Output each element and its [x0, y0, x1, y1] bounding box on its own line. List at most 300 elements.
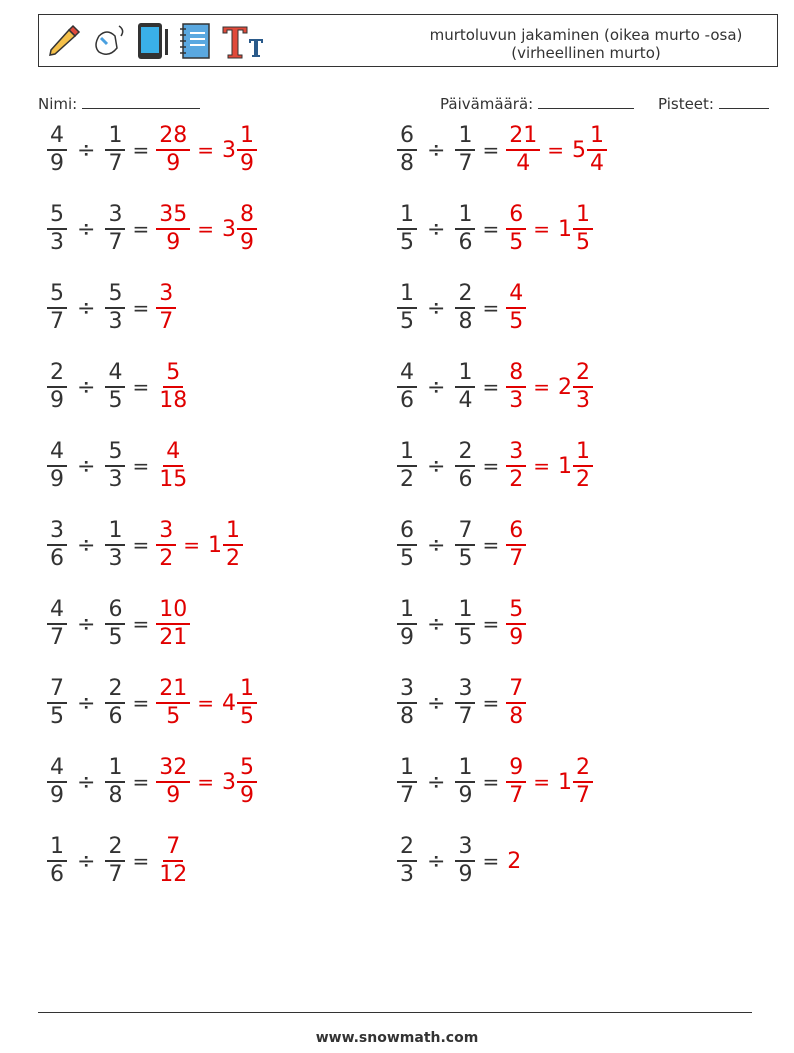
mixed-fraction-numerator: 1: [223, 518, 243, 546]
divisor-fraction: [105, 518, 125, 572]
divisor-fraction-numerator: 3: [455, 676, 475, 704]
equals-sign: =: [132, 454, 150, 478]
dividend-fraction: [47, 834, 67, 888]
dividend-fraction: [47, 755, 67, 809]
answer-fraction: [506, 676, 526, 730]
divide-sign: ÷: [427, 611, 446, 637]
dividend-fraction: [47, 123, 67, 177]
mixed-fraction: [237, 202, 257, 256]
dividend-fraction-numerator: 5: [47, 202, 67, 230]
dividend-fraction: [397, 439, 417, 493]
answer-fraction-denominator: 9: [166, 230, 181, 255]
mixed-fraction-numerator: 2: [573, 360, 593, 388]
mixed-fraction-numerator: 2: [573, 755, 593, 783]
mixed-whole: 1: [207, 532, 222, 558]
dividend-fraction-denominator: 7: [400, 783, 414, 808]
date-field: [440, 94, 634, 113]
divisor-fraction-numerator: 2: [455, 439, 475, 467]
divisor-fraction-denominator: 3: [108, 467, 123, 492]
divide-sign: ÷: [77, 295, 96, 321]
mixed-fraction-numerator: 1: [237, 123, 257, 151]
answer-fraction-numerator: 3: [156, 281, 176, 309]
dividend-fraction: [397, 755, 417, 809]
mixed-equals-sign: =: [197, 770, 214, 794]
answer-fraction: [506, 123, 540, 177]
dividend-fraction-denominator: 2: [400, 467, 414, 492]
problem-row: [396, 194, 594, 264]
worksheet-header: [38, 14, 778, 67]
dividend-fraction-denominator: 5: [400, 546, 414, 571]
answer-fraction-denominator: 12: [159, 862, 188, 887]
score-field: [658, 94, 769, 113]
divide-sign: ÷: [427, 453, 446, 479]
mixed-equals-sign: =: [533, 375, 550, 399]
divisor-fraction: [105, 439, 125, 493]
dividend-fraction-numerator: 4: [47, 597, 67, 625]
dividend-fraction: [397, 123, 417, 177]
equals-sign: =: [132, 849, 150, 873]
mixed-fraction-denominator: 4: [589, 151, 604, 176]
divide-sign: ÷: [427, 216, 446, 242]
notebook-icon: [177, 21, 213, 61]
divisor-fraction: [105, 597, 125, 651]
mixed-fraction-denominator: 9: [239, 151, 254, 176]
divisor-fraction-numerator: 4: [105, 360, 125, 388]
mixed-fraction-denominator: 5: [239, 704, 254, 729]
dividend-fraction-numerator: 7: [47, 676, 67, 704]
divisor-fraction-denominator: 9: [458, 783, 473, 808]
answer-fraction: [156, 676, 190, 730]
divisor-fraction-denominator: 6: [108, 704, 123, 729]
dividend-fraction-numerator: 1: [397, 755, 417, 783]
answer-fraction: [156, 123, 190, 177]
divisor-fraction-numerator: 6: [105, 597, 125, 625]
name-label: Nimi:: [38, 95, 78, 113]
answer-fraction-denominator: 18: [159, 388, 188, 413]
dividend-fraction: [47, 202, 67, 256]
dividend-fraction-denominator: 8: [400, 151, 414, 176]
pipette-icon: [45, 22, 83, 60]
problem-row: [396, 747, 594, 817]
mixed-whole: 4: [221, 690, 236, 716]
answer-fraction: [156, 755, 190, 809]
answer-fraction-denominator: 8: [509, 704, 524, 729]
mixed-fraction: [573, 439, 593, 493]
divide-sign: ÷: [77, 453, 96, 479]
equals-sign: =: [132, 296, 150, 320]
mixed-equals-sign: =: [547, 138, 564, 162]
answer-fraction-numerator: 8: [506, 360, 526, 388]
answer-fraction-numerator: 9: [506, 755, 526, 783]
mixed-fraction: [237, 123, 257, 177]
mixed-fraction-denominator: 9: [239, 783, 254, 808]
divisor-fraction-denominator: 8: [458, 309, 473, 334]
answer-fraction-numerator: 5: [163, 360, 183, 388]
date-blank[interactable]: [538, 94, 634, 109]
score-label: Pisteet:: [658, 95, 714, 113]
mixed-whole: 3: [221, 137, 236, 163]
problem-row: [396, 352, 594, 422]
answer-fraction: [506, 518, 526, 572]
dividend-fraction-numerator: 2: [397, 834, 417, 862]
problem-row: [396, 431, 594, 501]
divide-sign: ÷: [77, 690, 96, 716]
dividend-fraction: [47, 676, 67, 730]
name-blank[interactable]: [82, 94, 200, 109]
equals-sign: =: [482, 533, 500, 557]
equals-sign: =: [482, 138, 500, 162]
mixed-fraction: [573, 202, 593, 256]
mixed-fraction: [237, 676, 257, 730]
divide-sign: ÷: [427, 374, 446, 400]
problem-row: [46, 194, 258, 264]
divisor-fraction-denominator: 5: [108, 625, 123, 650]
mixed-fraction-numerator: 1: [573, 202, 593, 230]
answer-fraction-denominator: 7: [159, 309, 174, 334]
divisor-fraction-denominator: 7: [458, 704, 473, 729]
equals-sign: =: [482, 849, 500, 873]
dividend-fraction: [47, 439, 67, 493]
divisor-fraction-numerator: 1: [105, 123, 125, 151]
divisor-fraction-numerator: 5: [105, 439, 125, 467]
answer-fraction-denominator: 5: [166, 704, 181, 729]
worksheet-title: [421, 26, 751, 62]
answer-fraction: [506, 597, 526, 651]
divisor-fraction: [105, 834, 125, 888]
mixed-fraction-numerator: 1: [237, 676, 257, 704]
answer-fraction-denominator: 9: [509, 625, 524, 650]
answer-fraction-numerator: 4: [506, 281, 526, 309]
answer-fraction-numerator: 3: [156, 518, 176, 546]
mixed-equals-sign: =: [197, 217, 214, 241]
answer-fraction-denominator: 9: [166, 783, 181, 808]
dividend-fraction-numerator: 3: [397, 676, 417, 704]
answer-fraction-denominator: 2: [509, 467, 524, 492]
equals-sign: =: [482, 770, 500, 794]
divisor-fraction: [455, 518, 475, 572]
divisor-fraction-numerator: 2: [105, 834, 125, 862]
title-line-2: (virheellinen murto): [511, 44, 661, 62]
title-line-1: murtoluvun jakaminen (oikea murto -osa): [429, 26, 743, 44]
footer-divider: [38, 1012, 752, 1013]
mixed-equals-sign: =: [533, 454, 550, 478]
equals-sign: =: [482, 612, 500, 636]
divide-sign: ÷: [427, 848, 446, 874]
answer-fraction-numerator: 21: [506, 123, 540, 151]
answer-fraction-denominator: 9: [166, 151, 181, 176]
footer-url: www.snowmath.com: [315, 1030, 479, 1046]
divisor-fraction-numerator: 1: [105, 755, 125, 783]
mixed-fraction: [587, 123, 607, 177]
dividend-fraction: [47, 597, 67, 651]
date-label: Päivämäärä:: [440, 95, 534, 113]
dividend-fraction-numerator: 6: [397, 518, 417, 546]
answer-fraction: [506, 281, 526, 335]
problem-row: [46, 826, 191, 896]
divisor-fraction-numerator: 7: [455, 518, 475, 546]
equals-sign: =: [132, 770, 150, 794]
answer-fraction: [506, 755, 526, 809]
problem-row: [46, 510, 244, 580]
mixed-fraction-denominator: 2: [575, 467, 590, 492]
divisor-fraction: [105, 281, 125, 335]
answer-fraction-denominator: 15: [159, 467, 188, 492]
dividend-fraction: [397, 360, 417, 414]
dividend-fraction: [397, 597, 417, 651]
mixed-equals-sign: =: [197, 138, 214, 162]
dividend-fraction-denominator: 9: [50, 467, 64, 492]
answer-fraction: [156, 834, 190, 888]
mixed-whole: 1: [557, 453, 572, 479]
divisor-fraction-denominator: 9: [458, 862, 473, 887]
divide-sign: ÷: [77, 769, 96, 795]
answer-fraction-numerator: 10: [156, 597, 190, 625]
mixed-whole: 3: [221, 216, 236, 242]
divisor-fraction: [455, 202, 475, 256]
dividend-fraction-numerator: 2: [47, 360, 67, 388]
divisor-fraction: [105, 202, 125, 256]
mixed-fraction-denominator: 2: [225, 546, 240, 571]
divisor-fraction: [455, 755, 475, 809]
answer-fraction: [506, 439, 526, 493]
divisor-fraction: [105, 676, 125, 730]
divide-sign: ÷: [77, 374, 96, 400]
answer-fraction-numerator: 6: [506, 202, 526, 230]
answer-fraction-numerator: 3: [506, 439, 526, 467]
answer-fraction-denominator: 3: [509, 388, 524, 413]
divide-sign: ÷: [77, 848, 96, 874]
answer-fraction: [156, 597, 190, 651]
equals-sign: =: [132, 217, 150, 241]
dividend-fraction-numerator: 4: [47, 123, 67, 151]
tablet-icon: [135, 21, 171, 61]
divisor-fraction: [455, 281, 475, 335]
dividend-fraction-numerator: 1: [397, 597, 417, 625]
equals-sign: =: [482, 217, 500, 241]
problem-row: [396, 589, 527, 659]
equals-sign: =: [482, 454, 500, 478]
answer-fraction: [506, 360, 526, 414]
answer-fraction-numerator: 21: [156, 676, 190, 704]
equals-sign: =: [132, 691, 150, 715]
answer-fraction: [156, 518, 176, 572]
divisor-fraction-denominator: 6: [458, 230, 473, 255]
problem-row: [46, 115, 258, 185]
dividend-fraction-denominator: 7: [50, 625, 64, 650]
dividend-fraction-denominator: 9: [50, 783, 64, 808]
problem-row: [396, 510, 527, 580]
divisor-fraction-denominator: 4: [458, 388, 473, 413]
dividend-fraction: [47, 281, 67, 335]
problem-row: [396, 826, 521, 896]
answer-fraction-numerator: 7: [163, 834, 183, 862]
mixed-whole: 3: [221, 769, 236, 795]
dividend-fraction-denominator: 3: [50, 230, 64, 255]
divisor-fraction-numerator: 1: [455, 360, 475, 388]
problem-row: [46, 352, 191, 422]
mixed-fraction-denominator: 3: [575, 388, 590, 413]
mixed-equals-sign: =: [533, 770, 550, 794]
divide-sign: ÷: [77, 611, 96, 637]
answer-fraction: [156, 281, 176, 335]
mixed-whole: 1: [557, 769, 572, 795]
mixed-fraction-denominator: 9: [239, 230, 254, 255]
divide-sign: ÷: [427, 295, 446, 321]
equals-sign: =: [132, 138, 150, 162]
divisor-fraction-numerator: 3: [455, 834, 475, 862]
dividend-fraction-denominator: 9: [50, 151, 64, 176]
dividend-fraction-denominator: 7: [50, 309, 64, 334]
dividend-fraction-numerator: 6: [397, 123, 417, 151]
divisor-fraction: [105, 123, 125, 177]
mixed-fraction-numerator: 5: [237, 755, 257, 783]
answer-fraction: [156, 439, 190, 493]
dividend-fraction-numerator: 4: [47, 439, 67, 467]
header-icons: [45, 21, 267, 61]
answer-fraction-numerator: 6: [506, 518, 526, 546]
answer-fraction: [506, 202, 526, 256]
mixed-fraction-numerator: 1: [573, 439, 593, 467]
divisor-fraction: [455, 439, 475, 493]
dividend-fraction-numerator: 1: [397, 281, 417, 309]
equals-sign: =: [482, 691, 500, 715]
dividend-fraction-denominator: 5: [400, 309, 414, 334]
dividend-fraction-denominator: 5: [400, 230, 414, 255]
divisor-fraction: [455, 676, 475, 730]
text-size-icon: [219, 21, 267, 61]
answer-fraction-numerator: 5: [506, 597, 526, 625]
answer-fraction-numerator: 28: [156, 123, 190, 151]
problem-row: [46, 668, 258, 738]
dividend-fraction: [47, 360, 67, 414]
divisor-fraction-denominator: 3: [108, 309, 123, 334]
dividend-fraction-denominator: 8: [400, 704, 414, 729]
answer-fraction-denominator: 4: [516, 151, 531, 176]
divisor-fraction-numerator: 2: [105, 676, 125, 704]
divisor-fraction-numerator: 3: [105, 202, 125, 230]
divisor-fraction: [455, 123, 475, 177]
divisor-fraction-numerator: 1: [105, 518, 125, 546]
dividend-fraction: [47, 518, 67, 572]
dividend-fraction-denominator: 9: [50, 388, 64, 413]
divide-sign: ÷: [77, 532, 96, 558]
mixed-equals-sign: =: [533, 217, 550, 241]
divisor-fraction: [455, 597, 475, 651]
divisor-fraction-denominator: 7: [458, 151, 473, 176]
divide-sign: ÷: [427, 690, 446, 716]
mixed-whole: 5: [571, 137, 586, 163]
answer-fraction: [156, 360, 190, 414]
dividend-fraction: [397, 676, 417, 730]
divisor-fraction-numerator: 2: [455, 281, 475, 309]
divisor-fraction-numerator: 1: [455, 123, 475, 151]
answer-fraction: [156, 202, 190, 256]
problem-row: [46, 431, 191, 501]
mixed-fraction-denominator: 5: [575, 230, 590, 255]
dividend-fraction: [397, 202, 417, 256]
dividend-fraction: [397, 518, 417, 572]
divisor-fraction: [455, 834, 475, 888]
problem-row: [46, 747, 258, 817]
divide-sign: ÷: [77, 137, 96, 163]
dividend-fraction-numerator: 1: [397, 439, 417, 467]
equals-sign: =: [132, 612, 150, 636]
dividend-fraction-numerator: 3: [47, 518, 67, 546]
dividend-fraction-numerator: 1: [47, 834, 67, 862]
answer-fraction-denominator: 7: [509, 546, 524, 571]
divisor-fraction-denominator: 8: [108, 783, 123, 808]
answer-fraction-numerator: 35: [156, 202, 190, 230]
dividend-fraction-denominator: 6: [50, 546, 64, 571]
mixed-whole: 2: [557, 374, 572, 400]
dividend-fraction-numerator: 4: [47, 755, 67, 783]
mixed-fraction: [573, 755, 593, 809]
divisor-fraction-denominator: 3: [108, 546, 123, 571]
divisor-fraction: [105, 360, 125, 414]
answer-fraction-denominator: 5: [509, 309, 524, 334]
equals-sign: =: [482, 375, 500, 399]
divisor-fraction-numerator: 1: [455, 755, 475, 783]
divide-sign: ÷: [77, 216, 96, 242]
divisor-fraction-denominator: 5: [108, 388, 123, 413]
divisor-fraction-numerator: 1: [455, 597, 475, 625]
answer-fraction-numerator: 4: [163, 439, 183, 467]
score-blank[interactable]: [719, 94, 769, 109]
mixed-fraction-denominator: 7: [575, 783, 590, 808]
answer-fraction-numerator: 7: [506, 676, 526, 704]
dividend-fraction-denominator: 3: [400, 862, 414, 887]
mouse-icon: [89, 22, 129, 60]
mixed-fraction: [223, 518, 243, 572]
divisor-fraction-numerator: 1: [455, 202, 475, 230]
mixed-fraction: [237, 755, 257, 809]
problem-row: [396, 273, 527, 343]
divisor-fraction-denominator: 6: [458, 467, 473, 492]
answer-fraction-denominator: 5: [509, 230, 524, 255]
mixed-equals-sign: =: [183, 533, 200, 557]
equals-sign: =: [132, 533, 150, 557]
divide-sign: ÷: [427, 532, 446, 558]
dividend-fraction-denominator: 9: [400, 625, 414, 650]
equals-sign: =: [482, 296, 500, 320]
problem-row: [396, 115, 608, 185]
divisor-fraction-denominator: 5: [458, 546, 473, 571]
divisor-fraction-denominator: 7: [108, 230, 123, 255]
divisor-fraction-denominator: 5: [458, 625, 473, 650]
dividend-fraction-denominator: 5: [50, 704, 64, 729]
problem-row: [396, 668, 527, 738]
divide-sign: ÷: [427, 769, 446, 795]
name-field: [38, 94, 200, 113]
answer-fraction-denominator: 21: [159, 625, 188, 650]
divide-sign: ÷: [427, 137, 446, 163]
equals-sign: =: [132, 375, 150, 399]
divisor-fraction-denominator: 7: [108, 862, 123, 887]
divisor-fraction-numerator: 5: [105, 281, 125, 309]
divisor-fraction: [455, 360, 475, 414]
divisor-fraction-denominator: 7: [108, 151, 123, 176]
mixed-fraction: [573, 360, 593, 414]
dividend-fraction-denominator: 6: [400, 388, 414, 413]
mixed-equals-sign: =: [197, 691, 214, 715]
answer-fraction-numerator: 32: [156, 755, 190, 783]
answer-whole: 2: [507, 848, 522, 874]
dividend-fraction: [397, 834, 417, 888]
dividend-fraction-numerator: 5: [47, 281, 67, 309]
mixed-fraction-numerator: 1: [587, 123, 607, 151]
problem-row: [46, 273, 177, 343]
dividend-fraction-numerator: 1: [397, 202, 417, 230]
